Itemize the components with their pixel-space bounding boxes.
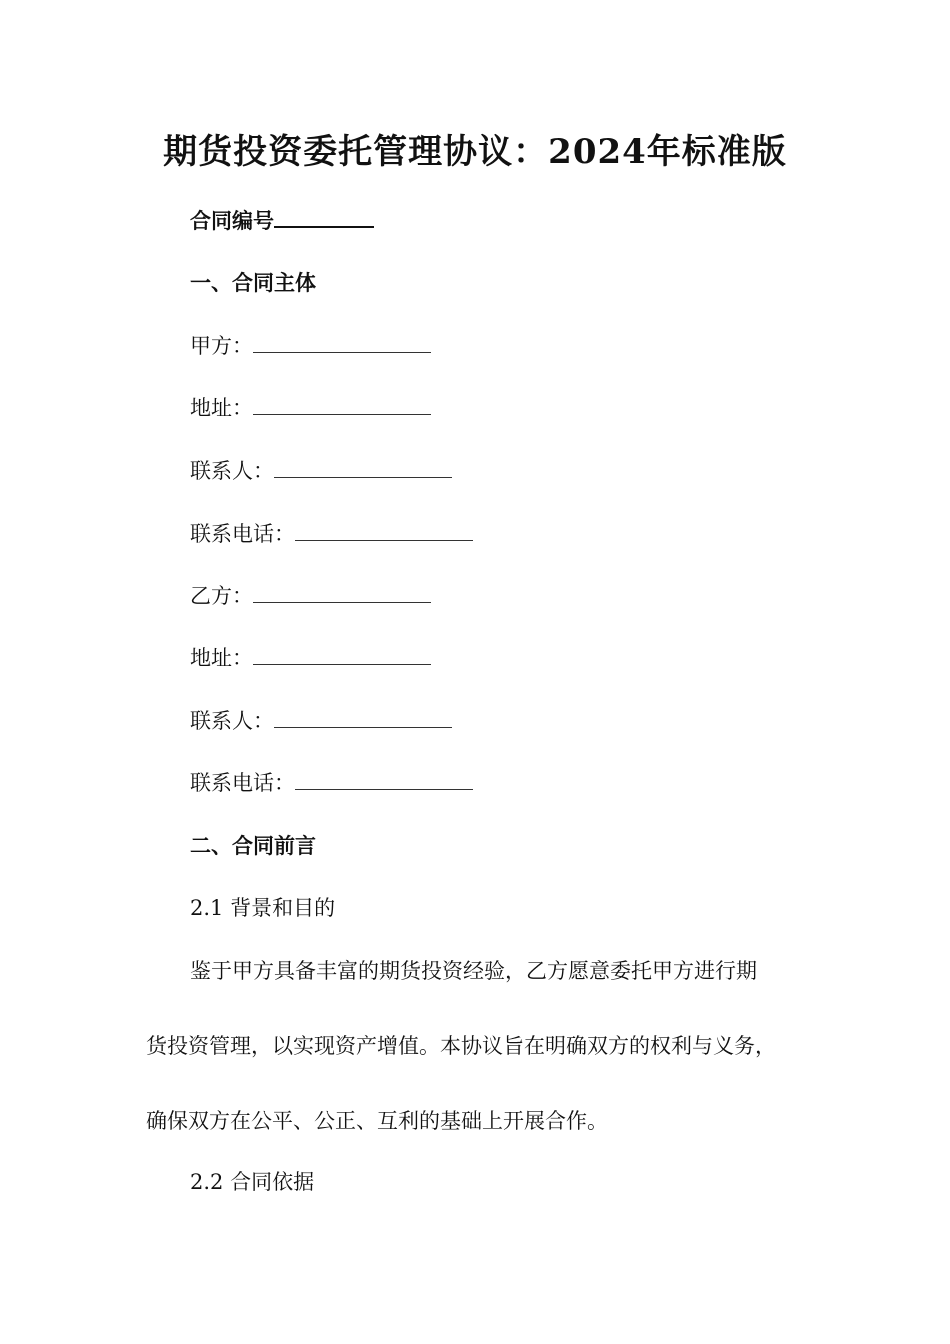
contact-b-line	[190, 705, 452, 737]
subsection-basis: 2.2 合同依据	[190, 1170, 315, 1194]
party-b-label: 乙方：	[190, 584, 253, 608]
subsection-background: 2.1 背景和目的	[190, 896, 336, 920]
phone-b-blank[interactable]	[295, 767, 473, 790]
party-b-blank[interactable]	[253, 580, 431, 603]
address-a-label: 地址：	[190, 396, 253, 420]
paragraph-line: 货投资管理，以实现资产增值。本协议旨在明确双方的权利与义务，	[146, 1034, 776, 1058]
party-a-blank[interactable]	[253, 330, 431, 353]
party-b-line	[190, 580, 431, 612]
party-a-line	[190, 330, 431, 362]
section-heading-parties: 一、合同主体	[190, 270, 316, 295]
contact-b-label: 联系人：	[190, 709, 274, 733]
address-b-blank[interactable]	[253, 642, 431, 665]
section-heading-preface: 二、合同前言	[190, 833, 316, 858]
phone-a-line	[190, 518, 473, 550]
party-a-label: 甲方：	[190, 334, 253, 358]
phone-a-blank[interactable]	[295, 518, 473, 541]
phone-b-line	[190, 767, 473, 799]
address-a-blank[interactable]	[253, 392, 431, 415]
contract-number-label: 合同编号	[190, 208, 274, 233]
contract-number-line	[190, 204, 374, 237]
paragraph-line: 确保双方在公平、公正、互利的基础上开展合作。	[146, 1109, 608, 1133]
contract-number-blank[interactable]	[274, 204, 374, 228]
paragraph-line: 鉴于甲方具备丰富的期货投资经验，乙方愿意委托甲方进行期	[190, 959, 757, 983]
contact-a-blank[interactable]	[274, 455, 452, 478]
document-title: 期货投资委托管理协议：2024年标准版	[163, 132, 787, 172]
phone-b-label: 联系电话：	[190, 771, 295, 795]
address-b-label: 地址：	[190, 646, 253, 670]
phone-a-label: 联系电话：	[190, 522, 295, 546]
address-a-line	[190, 392, 431, 424]
contact-a-line	[190, 455, 452, 487]
contact-a-label: 联系人：	[190, 459, 274, 483]
address-b-line	[190, 642, 431, 674]
contact-b-blank[interactable]	[274, 705, 452, 728]
